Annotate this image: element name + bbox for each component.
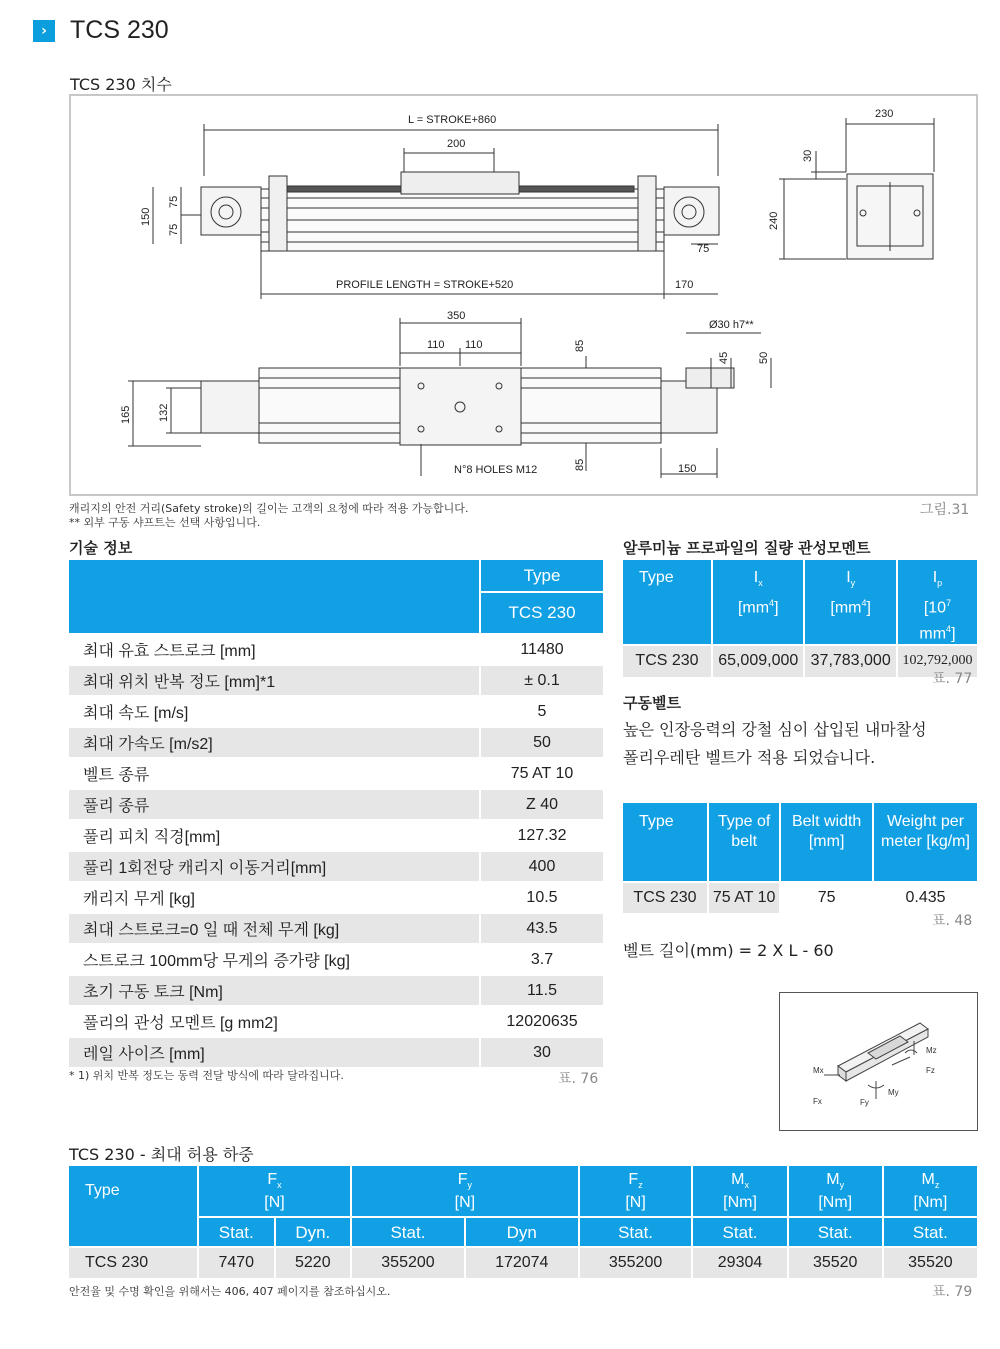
inertia-cell-ix: 65,009,000 xyxy=(713,646,803,677)
tech-row-value: 5 xyxy=(481,697,603,726)
dim-132: 132 xyxy=(158,403,170,422)
tech-row-value: ± 0.1 xyxy=(481,666,603,695)
tech-footnote: * 1) 위치 반복 정도는 동력 전달 방식에 따라 달라집니다. xyxy=(69,1069,344,1082)
dimension-drawing xyxy=(69,94,978,496)
inertia-table xyxy=(621,558,979,679)
loads-h-fx: $F_x$ [N] xyxy=(199,1166,350,1216)
force-mz: Mz xyxy=(926,1046,937,1055)
dim-holes: N°8 HOLES M12 xyxy=(454,464,538,476)
inertia-title: 알루미늄 프로파일의 질량 관성모멘트 xyxy=(623,539,871,557)
belt-h-width: Belt width [mm] xyxy=(781,803,872,881)
tech-row-value: 50 xyxy=(481,728,603,757)
belt-title: 구동벨트 xyxy=(623,694,681,712)
loads-h-fy: $F_y$ [N] xyxy=(352,1166,578,1216)
tech-row-value: 10.5 xyxy=(481,883,603,912)
dim-200: 200 xyxy=(447,138,466,150)
belt-h-type: Type xyxy=(623,803,707,881)
belt-table-ref: 표. 48 xyxy=(932,913,973,929)
loads-cell-fx-stat: 7470 xyxy=(199,1248,274,1278)
drawing-note-1: 캐리지의 안전 거리(Safety stroke)의 길이는 고객의 요청에 따라 적용 가능합니다. xyxy=(69,502,469,515)
tech-row-value: 30 xyxy=(481,1038,603,1067)
tech-row-label: 캐리지 무게 [kg] xyxy=(69,883,479,912)
dim-shaft: Ø30 h7** xyxy=(709,319,754,331)
tech-info-title: 기술 정보 xyxy=(69,539,133,557)
force-fx: Fx xyxy=(813,1097,822,1106)
loads-cell-fy-dyn: 172074 xyxy=(466,1248,578,1278)
inertia-ref: 표. 77 xyxy=(932,671,973,687)
tech-row-label: 벨트 종류 xyxy=(69,759,479,788)
dim-150-b: 150 xyxy=(678,463,697,475)
tech-row xyxy=(69,759,603,788)
belt-h-typeofbelt: Type of belt xyxy=(709,803,779,881)
loads-title: TCS 230 - 최대 허용 하중 xyxy=(69,1145,254,1164)
tech-header-blank xyxy=(69,560,479,633)
tech-header-model: TCS 230 xyxy=(481,593,603,633)
tech-row xyxy=(69,883,603,912)
dim-240: 240 xyxy=(768,211,780,230)
drawing-note-2: ** 외부 구동 샤프트는 선택 사항입니다. xyxy=(69,516,261,529)
tech-row-label: 스트로크 100mm당 무게의 증가량 [kg] xyxy=(69,945,479,974)
inertia-cell-iy: 37,783,000 xyxy=(805,646,895,677)
loads-sub-3: Dyn xyxy=(466,1218,578,1246)
tech-row xyxy=(69,1007,603,1036)
tech-row xyxy=(69,697,603,726)
tech-row-label: 최대 유효 스트로크 [mm] xyxy=(69,635,479,664)
dim-profile-length: PROFILE LENGTH = STROKE+520 xyxy=(336,279,514,291)
tech-row-label: 최대 위치 반복 정도 [mm]*1 xyxy=(69,666,479,695)
force-fy: Fy xyxy=(860,1098,869,1107)
tech-row-value: 75 AT 10 xyxy=(481,759,603,788)
loads-h-type: Type xyxy=(69,1166,197,1246)
tech-table-ref: 표. 76 xyxy=(558,1071,599,1087)
figure-ref: 그림.31 xyxy=(920,502,970,518)
force-mx: Mx xyxy=(813,1066,824,1075)
inertia-h-iy: $I_y$ $[mm^4]$ xyxy=(805,560,895,644)
tech-row-label: 풀리 피치 직경[mm] xyxy=(69,821,479,850)
loads-sub-0: Stat. xyxy=(199,1218,274,1246)
inertia-cell-ip: 102,792,000 xyxy=(898,646,977,677)
belt-desc-1: 높은 인장응력의 강철 심이 삽입된 내마찰성 xyxy=(623,720,927,739)
loads-table-ref: 표. 79 xyxy=(932,1284,973,1300)
tech-row xyxy=(69,821,603,850)
belt-desc-2: 폴리우레탄 벨트가 적용 되었습니다. xyxy=(623,748,876,767)
tech-row xyxy=(69,666,603,695)
dim-230: 230 xyxy=(875,108,894,120)
dim-30: 30 xyxy=(802,149,814,162)
dim-165: 165 xyxy=(120,405,132,424)
tech-row-value: 127.32 xyxy=(481,821,603,850)
loads-h-fz: $F_z$ [N] xyxy=(580,1166,692,1216)
force-fz: Fz xyxy=(926,1066,935,1075)
dim-l-stroke: L = STROKE+860 xyxy=(408,114,497,126)
belt-cell-weight: 0.435 xyxy=(874,883,977,913)
tech-row-value: 400 xyxy=(481,852,603,881)
tech-row-label: 풀리의 관성 모멘트 [g mm2] xyxy=(69,1007,479,1036)
belt-table xyxy=(621,801,979,915)
tech-row xyxy=(69,728,603,757)
tech-row-value: 43.5 xyxy=(481,914,603,943)
dim-75-c: 75 xyxy=(697,243,710,255)
tech-row-value: 12020635 xyxy=(481,1007,603,1036)
dim-75-b: 75 xyxy=(168,223,180,236)
tech-row xyxy=(69,852,603,881)
loads-cell-fx-dyn: 5220 xyxy=(276,1248,351,1278)
loads-footnote: 안전율 및 수명 확인을 위해서는 406, 407 페이지를 참조하십시오. xyxy=(69,1285,391,1298)
tech-row-label: 최대 속도 [m/s] xyxy=(69,697,479,726)
tech-row xyxy=(69,945,603,974)
loads-cell-fy-stat: 355200 xyxy=(352,1248,464,1278)
tech-row-label: 풀리 종류 xyxy=(69,790,479,819)
tech-row-value: 3.7 xyxy=(481,945,603,974)
tech-row xyxy=(69,635,603,664)
inertia-h-type: Type xyxy=(623,560,711,644)
loads-sub-1: Dyn. xyxy=(276,1218,351,1246)
tech-row-value: 11480 xyxy=(481,635,603,664)
dim-75-a: 75 xyxy=(168,195,180,208)
tech-row xyxy=(69,914,603,943)
loads-cell-fz-stat: 355200 xyxy=(580,1248,692,1278)
dim-85-a: 85 xyxy=(574,339,586,352)
loads-table xyxy=(67,1164,979,1280)
dim-350: 350 xyxy=(447,310,466,322)
tech-row xyxy=(69,1038,603,1067)
loads-cell-mx-stat: 29304 xyxy=(693,1248,786,1278)
loads-cell-type: TCS 230 xyxy=(69,1248,197,1278)
loads-sub-7: Stat. xyxy=(884,1218,977,1246)
belt-length-formula: 벨트 길이(mm) = 2 X L - 60 xyxy=(623,941,834,960)
dim-45: 45 xyxy=(718,351,730,364)
loads-sub-4: Stat. xyxy=(580,1218,692,1246)
tech-info-table xyxy=(67,558,605,1069)
tech-row-label: 초기 구동 토크 [Nm] xyxy=(69,976,479,1005)
dim-85-b: 85 xyxy=(574,458,586,471)
dim-150: 150 xyxy=(140,207,152,226)
tech-row-label: 레일 사이즈 [mm] xyxy=(69,1038,479,1067)
tech-row xyxy=(69,790,603,819)
inertia-h-ip: $I_p$ [$10^7$ $mm^4$] xyxy=(898,560,977,644)
belt-cell-width: 75 xyxy=(781,883,872,913)
drawing-title: TCS 230 치수 xyxy=(70,75,172,94)
forces-diagram xyxy=(779,992,978,1131)
page-title: TCS 230 xyxy=(70,16,169,44)
loads-sub-5: Stat. xyxy=(693,1218,786,1246)
technical-drawing-svg xyxy=(71,96,976,494)
dim-170: 170 xyxy=(675,279,694,291)
tech-row-label: 최대 가속도 [m/s2] xyxy=(69,728,479,757)
inertia-h-ix: $I_x$ $[mm^4]$ xyxy=(713,560,803,644)
belt-h-weight: Weight per meter [kg/m] xyxy=(874,803,977,881)
force-my: My xyxy=(888,1088,899,1097)
belt-cell-type: TCS 230 xyxy=(623,883,707,913)
tech-row-value: 11.5 xyxy=(481,976,603,1005)
belt-cell-belt: 75 AT 10 xyxy=(709,883,779,913)
tech-row xyxy=(69,976,603,1005)
loads-h-mz: $M_z$ [Nm] xyxy=(884,1166,977,1216)
chevron-right-icon: › xyxy=(33,20,55,42)
dim-110-b: 110 xyxy=(465,339,483,351)
loads-cell-mz-stat: 35520 xyxy=(884,1248,977,1278)
tech-row-value: Z 40 xyxy=(481,790,603,819)
inertia-cell-type: TCS 230 xyxy=(623,646,711,677)
loads-sub-6: Stat. xyxy=(789,1218,882,1246)
loads-cell-my-stat: 35520 xyxy=(789,1248,882,1278)
forces-svg xyxy=(780,993,977,1130)
tech-header-type: Type xyxy=(481,560,603,591)
dim-50: 50 xyxy=(758,351,770,364)
loads-sub-2: Stat. xyxy=(352,1218,464,1246)
tech-row-label: 최대 스트로크=0 일 때 전체 무게 [kg] xyxy=(69,914,479,943)
loads-h-my: $M_y$ [Nm] xyxy=(789,1166,882,1216)
dim-110-a: 110 xyxy=(427,339,445,351)
loads-h-mx: $M_x$ [Nm] xyxy=(693,1166,786,1216)
tech-row-label: 풀리 1회전당 캐리지 이동거리[mm] xyxy=(69,852,479,881)
